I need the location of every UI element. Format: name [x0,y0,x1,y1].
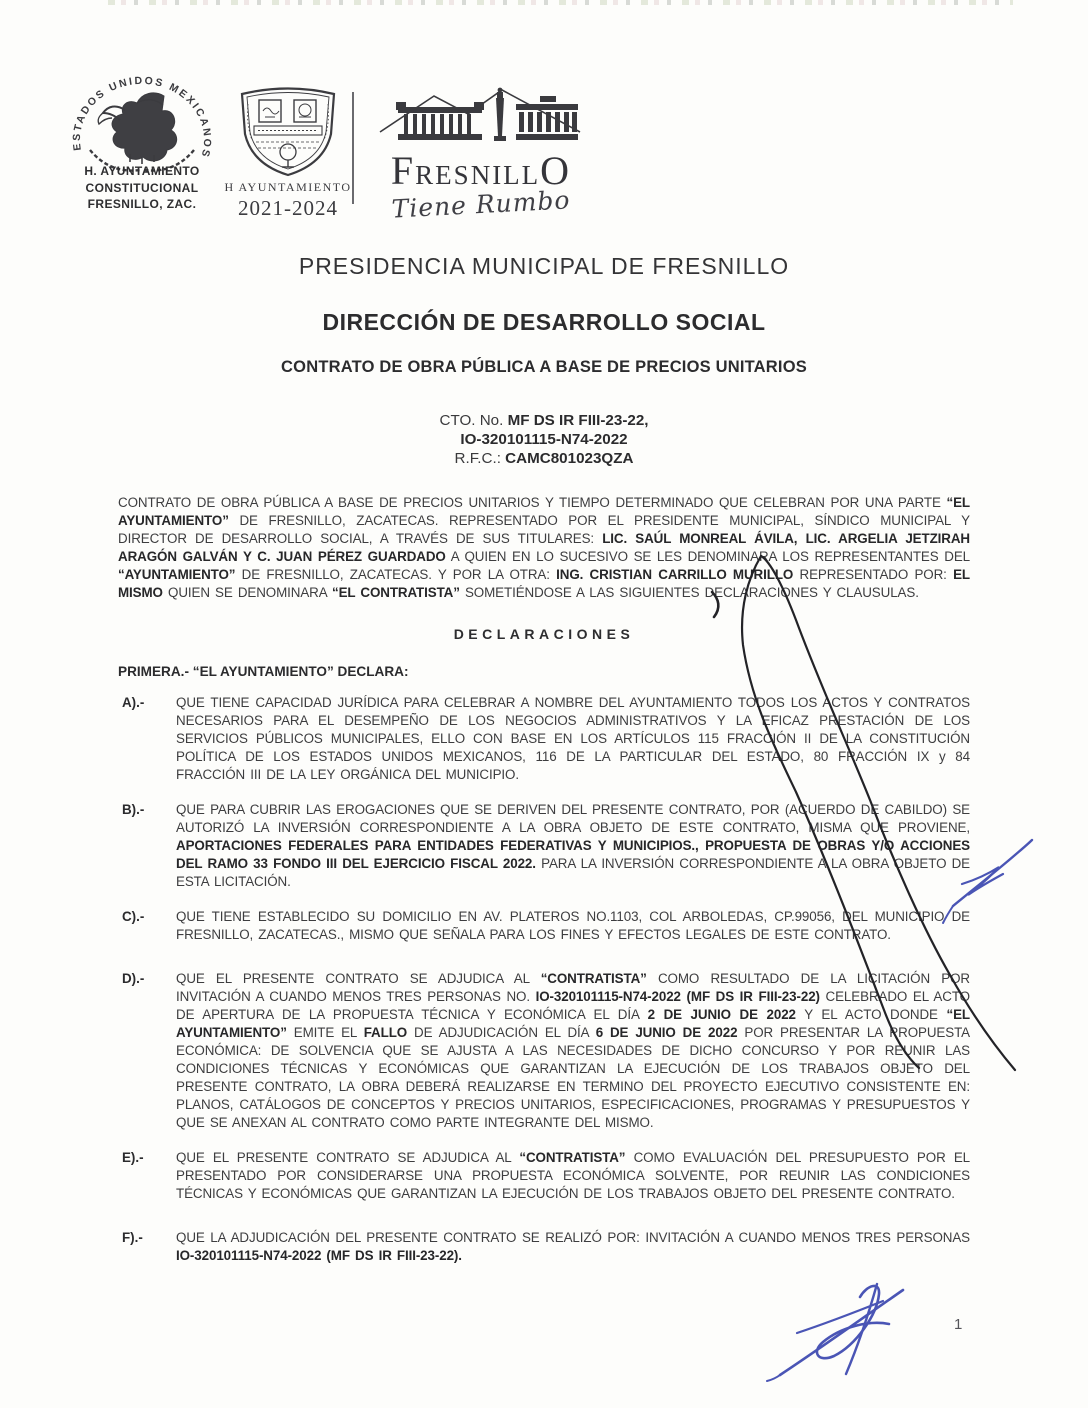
declaration-item-e [118,1149,970,1203]
declarations-heading: DECLARACIONES [453,626,635,642]
rfc-label: R.F.C.: [454,450,506,467]
intro-paragraph: CONTRATO DE OBRA PÚBLICA A BASE DE PRECIOS UNITARIOS Y TIEMPO DETERMINADO QUE CELEBRAN POR UNA PARTE “EL AYUNTAMIENTO” DE FRESNILLO, ZACATECAS. REPRESENTADO POR EL PRESIDENTE MUNICIPAL, SÍNDICO MUNICIPAL Y DIRECTOR DE DESARROLLO SOCIAL, A TRAVÉS DE SUS TITULARES: LIC. SAÚL MONREAL ÁVILA, LIC. ARGELIA JETZIRAH ARAGÓN GALVÁN Y C. JUAN PÉREZ GUARDADO A QUIEN EN LO SUCESIVO SE LES DENOMINARA LOS REPRESENTANTES DEL “AYUNTAMIENTO” DE FRESNILLO, ZACATECAS. Y POR LA OTRA: ING. CRISTIAN CARRILLO MURILLO REPRESENTADO POR: EL MISMO QUIEN SE DENOMINARA “EL CONTRATISTA” SOMETIÉNDOSE A LAS SIGUIENTES DECLARACIONES Y CLAUSULAS. [118,495,971,600]
scan-artifact-strip [108,0,1013,5]
declaration-label-c: C).- [122,909,145,924]
declaration-text-c: QUE TIENE ESTABLECIDO SU DOMICILIO EN AV. PLATEROS NO.1103, COL ARBOLEDAS, CP.99056, DEL MUNICIPIO DE FRESNILLO, ZACATECAS., MISMO QUE SEÑALA PARA LOS FINES Y EFECTOS LEGALES DE ESTE CONTRATO. [176,909,970,942]
header-divider [352,92,354,204]
document-body [118,245,970,1282]
declaration-item-a [118,694,970,784]
brand-name-mid: RESNILL [415,160,541,190]
declaration-text-e: QUE EL PRESENTE CONTRATO SE ADJUDICA AL “CONTRATISTA” COMO EVALUACIÓN DEL PRESUPUESTO POR EL PRESENTADO POR CONSIDERARSE UNA PROPUESTA ECONÓMICA SOLVENTE, POR REUNIR LAS CONDICIONES TÉCNICAS Y ECONÓMICAS QUE GARANTIZAN LA EJECUCIÓN DE LOS TRABAJOS OBJETO DEL PRESENTE CONTRATO. [176,1150,970,1201]
shield-caption-line1: H AYUNTAMIENTO [224,180,352,194]
brand-tagline: Tiene Rumbo [390,185,572,224]
municipal-shield-icon [232,80,344,178]
io-number-line: IO-320101115-N74-2022 [460,431,628,448]
declaration-item-f [118,1229,970,1265]
declaration-label-a: A).- [122,695,145,710]
page-number: 1 [954,1316,963,1333]
svg-text:ESTADOS UNIDOS MEXICANOS: ESTADOS UNIDOS MEXICANOS [70,74,214,160]
declaration-text-d: QUE EL PRESENTE CONTRATO SE ADJUDICA AL “CONTRATISTA” COMO RESULTADO DE LA LICITACIÓN POR INVITACIÓN A CUANDO MENOS TRES PERSONAS NO. IO-320101115-N74-2022 (MF DS IR FIII-23-22) CELEBRADO EL ACTO DE APERTURA DE LA PROPUESTA TÉCNICA Y ECONÓMICA EL DÍA 2 DE JUNIO DE 2022 Y EL ACTO DONDE “EL AYUNTAMIENTO” EMITE EL FALLO DE ADJUDICACIÓN EL DÍA 6 DE JUNIO DE 2022 POR PRESENTAR LA PROPUESTA ECONÓMICA: DE SOLVENCIA QUE SE AJUSTA A LAS NECESIDADES DE DICHO CONCURSO Y POR REUNIR LAS CONDICIONES TÉCNICAS Y ECONÓMICAS QUE GARANTIZAN LA EJECUCIÓN DE LOS TRABAJOS OBJETO DEL PRESENTE CONTRATO, LA OBRA DEBERÁ REALIZARSE EN TERMINO DEL PROYECTO EJECUTIVO CONSISTENTE EN: PLANOS, CATÁLOGOS DE CONCEPTOS Y PRECIOS UNITARIOS, ESPECIFICACIONES, PROGRAMAS Y PRESUPUESTOS Y QUE SE ANEXAN AL CONTRATO COMO PARTE INTEGRANTE DEL MISMO. [176,971,970,1130]
blue-signature [767,1284,903,1381]
declaration-item-c [118,908,970,944]
national-emblem-eagle-icon [68,58,216,176]
brand-name-first-letter: F [390,148,416,193]
primera-declaration-title: PRIMERA.- “EL AYUNTAMIENTO” DECLARA: [118,664,409,679]
fresnillo-monuments-icon [376,86,586,156]
cto-label: CTO. No. [439,412,508,429]
shield-caption [222,180,354,221]
eagle-caption-line1: H. AYUNTAMIENTO [84,164,200,178]
declaration-label-e: E).- [122,1150,144,1165]
declaration-item-d [118,970,970,1132]
page-title: PRESIDENCIA MUNICIPAL DE FRESNILLO [298,253,790,279]
rfc-line [118,449,970,468]
declaration-text-f: QUE LA ADJUDICACIÓN DEL PRESENTE CONTRATO SE REALIZÓ POR: INVITACIÓN A CUANDO MENOS TRES PERSONAS IO-320101115-N74-2022 (MF DS IR FIII-23-22). [176,1230,970,1263]
declaration-label-d: D).- [122,971,145,986]
eagle-caption-line2: CONSTITUCIONAL [85,180,199,195]
eagle-caption [66,163,218,213]
declaration-label-f: F).- [122,1230,143,1245]
declaration-item-b [118,801,970,891]
declarations-list [118,694,970,1265]
shield-caption-line2: 2021-2024 [238,196,338,220]
cto-value: MF DS IR FIII-23-22, [507,412,649,429]
rfc-value: CAMC801023QZA [505,450,634,467]
fresnillo-brand-logo [366,86,596,224]
brand-name-last-letter: O [540,148,572,193]
eagle-caption-line3: FRESNILLO, ZAC. [87,197,197,211]
declaration-label-b: B).- [122,802,145,817]
contract-type-title: CONTRATO DE OBRA PÚBLICA A BASE DE PRECIOS UNITARIOS [281,358,807,376]
cto-number-line [118,411,970,430]
department-title: DIRECCIÓN DE DESARROLLO SOCIAL [322,309,766,335]
declaration-text-a: QUE TIENE CAPACIDAD JURÍDICA PARA CELEBRAR A NOMBRE DEL AYUNTAMIENTO TODOS LOS ACTOS Y CONTRATOS NECESARIOS PARA EL DESEMPEÑO DE LOS NEGOCIOS ADMINISTRATIVOS Y LA EFICAZ PRESTACIÓN DE LOS SERVICIOS PÚBLICOS MUNICIPALES, ELLO CON BASE EN LOS ARTÍCULOS 115 FRACCIÓN II DE LA CONSTITUCIÓN POLÍTICA DE LOS ESTADOS UNIDOS MEXICANOS, 116 DE LA PARTICULAR DEL ESTADO, 80 FRACCIÓN IX y 84 FRACCIÓN III DE LA LEY ORGÁNICA DEL MUNICIPIO. [176,695,970,782]
declaration-text-b: QUE PARA CUBRIR LAS EROGACIONES QUE SE DERIVEN DEL PRESENTE CONTRATO, POR (ACUERDO DE CABILDO) SE AUTORIZÓ LA INVERSIÓN CORRESPONDIENTE A LA OBRA OBJETO DE ESTE CONTRATO, MISMA QUE PROVIENE, APORTACIONES FEDERALES PARA ENTIDADES FEDERATIVAS Y MUNICIPIOS., PROPUESTA DE OBRAS Y/O ACCIONES DEL RAMO 33 FONDO III DEL EJERCICIO FISCAL 2022. PARA LA INVERSIÓN CORRESPONDIENTE A LA OBRA OBJETO DE ESTA LICITACIÓN. [176,802,970,889]
contract-numbers-block [118,411,970,468]
